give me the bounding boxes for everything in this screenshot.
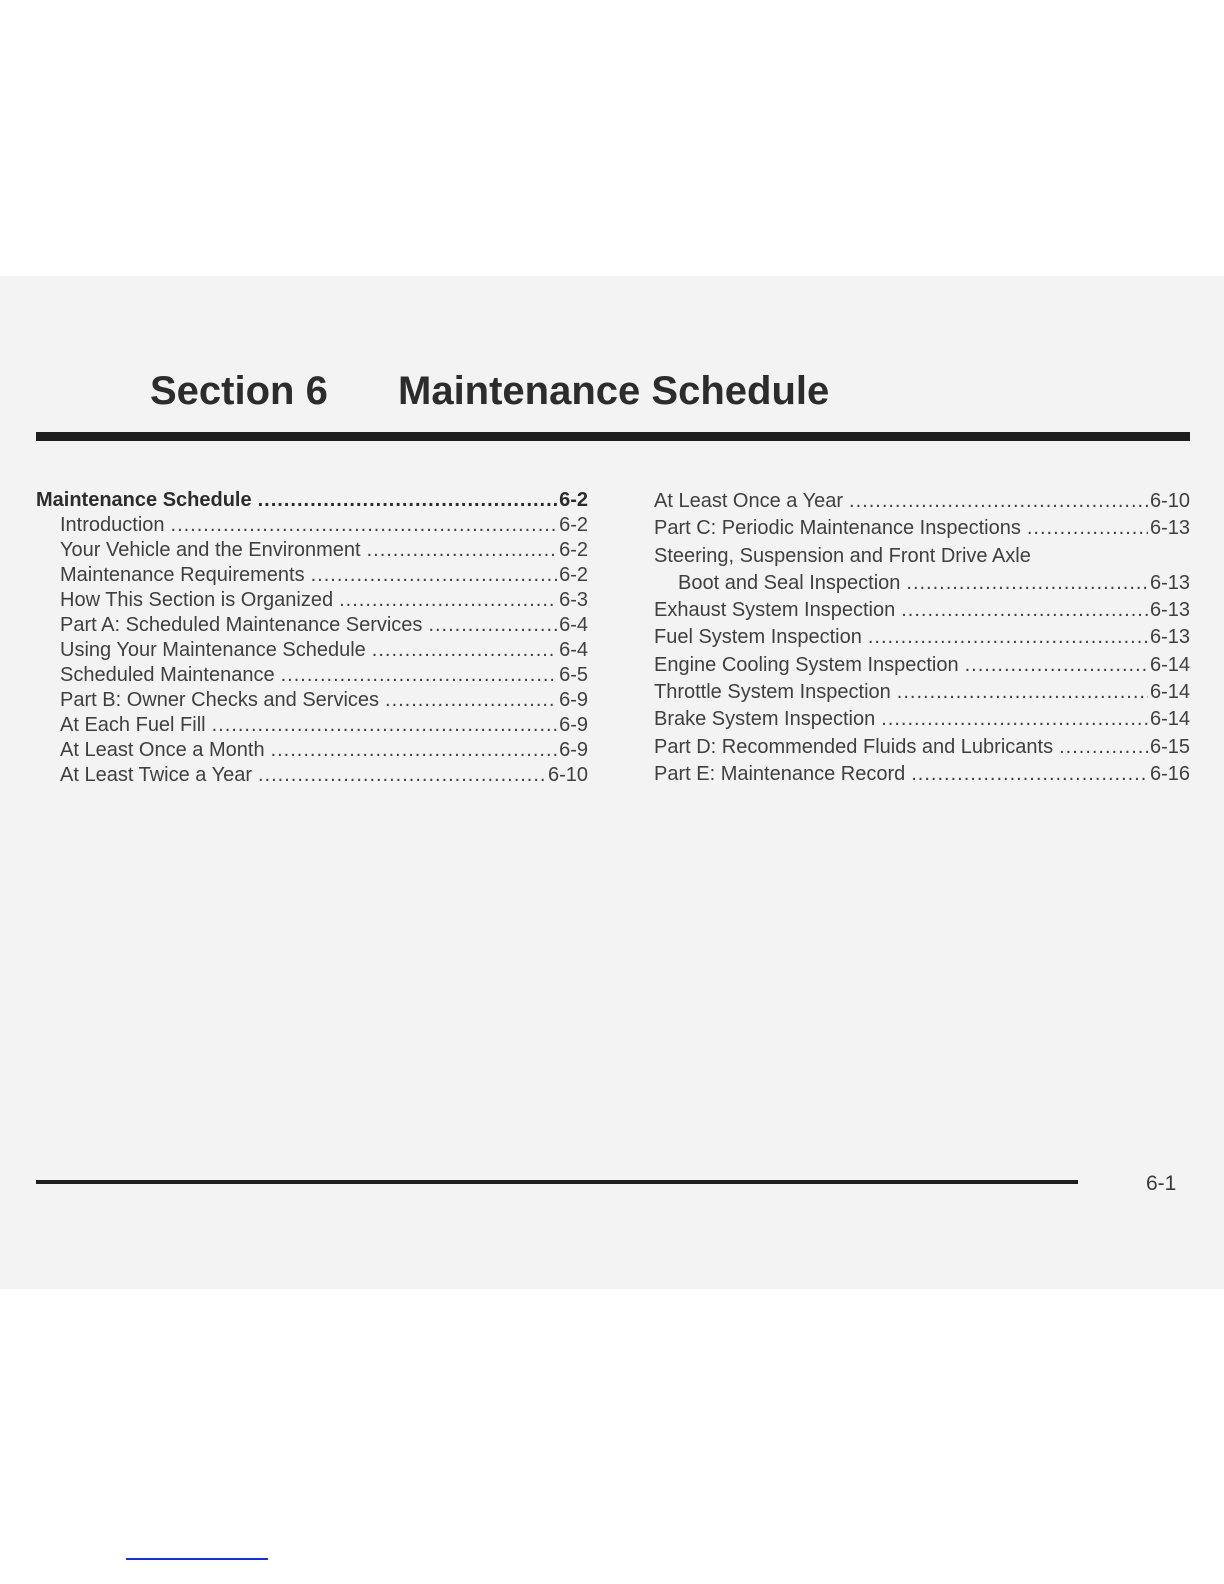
toc-entry-page: 6-16 bbox=[1149, 762, 1190, 785]
toc-entry[interactable] bbox=[654, 761, 1190, 788]
toc-column-left bbox=[36, 488, 588, 788]
section-title: Maintenance Schedule bbox=[398, 369, 830, 413]
toc-entry-page: 6-4 bbox=[559, 639, 588, 661]
toc-entry-label: Maintenance Schedule bbox=[36, 489, 252, 511]
toc-entry[interactable] bbox=[36, 688, 588, 713]
toc-entry-page: 6-10 bbox=[1149, 490, 1190, 512]
toc-leader-dots bbox=[311, 563, 558, 588]
toc-entry-label: Boot and Seal Inspection bbox=[678, 571, 901, 594]
toc-entry[interactable] bbox=[654, 543, 1190, 570]
toc-entry-page: 6-9 bbox=[559, 714, 588, 736]
toc-entry-label: At Least Once a Year bbox=[654, 490, 844, 512]
toc-entry-label: Part B: Owner Checks and Services bbox=[60, 689, 380, 711]
toc-entry-page: 6-15 bbox=[1149, 735, 1190, 758]
toc-entry-page: 6-14 bbox=[1149, 653, 1190, 676]
toc-entry[interactable] bbox=[36, 613, 588, 638]
toc-entry[interactable] bbox=[36, 638, 588, 663]
toc-entry-page: 6-13 bbox=[1149, 571, 1190, 594]
toc-leader-dots bbox=[906, 570, 1148, 597]
toc-leader-dots bbox=[171, 513, 558, 538]
toc-entry[interactable] bbox=[654, 570, 1190, 597]
toc-entry-page: 6-3 bbox=[559, 589, 588, 611]
toc-entry-page: 6-13 bbox=[1149, 599, 1190, 622]
toc-entry-label: Brake System Inspection bbox=[654, 708, 876, 731]
toc-entry[interactable] bbox=[654, 515, 1190, 542]
toc-leader-dots bbox=[849, 488, 1148, 515]
toc-entry-page: 6-10 bbox=[547, 764, 588, 786]
toc-entry-page: 6-5 bbox=[559, 664, 588, 686]
toc-leader-dots bbox=[965, 652, 1148, 679]
toc-entry[interactable] bbox=[36, 738, 588, 763]
toc-entry[interactable] bbox=[654, 624, 1190, 651]
toc-entry-page: 6-9 bbox=[559, 739, 588, 761]
toc-leader-dots bbox=[1027, 515, 1148, 542]
toc-entry[interactable] bbox=[36, 713, 588, 738]
toc-entry-label: Introduction bbox=[60, 514, 165, 536]
toc-leader-dots bbox=[428, 613, 557, 638]
link-underline[interactable] bbox=[126, 1558, 268, 1560]
toc-entry[interactable] bbox=[36, 513, 588, 538]
toc-entry-label: Part D: Recommended Fluids and Lubricants bbox=[654, 735, 1054, 758]
toc-entry[interactable] bbox=[654, 734, 1190, 761]
toc-entry-page: 6-13 bbox=[1149, 517, 1190, 540]
toc-entry[interactable] bbox=[654, 488, 1190, 515]
toc-leader-dots bbox=[258, 488, 557, 513]
toc-leader-dots bbox=[212, 713, 557, 738]
toc-entry[interactable] bbox=[36, 663, 588, 688]
toc-entry[interactable] bbox=[36, 588, 588, 613]
toc-leader-dots bbox=[1059, 734, 1148, 761]
toc-entry-label: Your Vehicle and the Environment bbox=[60, 539, 361, 561]
toc-leader-dots bbox=[367, 538, 558, 563]
toc-entry-label: At Each Fuel Fill bbox=[60, 714, 206, 736]
toc-leader-dots bbox=[911, 761, 1148, 788]
toc-entry-page: 6-9 bbox=[559, 689, 588, 711]
toc-entry[interactable] bbox=[654, 706, 1190, 733]
toc-entry-page: 6-2 bbox=[559, 514, 588, 536]
toc-entry-label: Throttle System Inspection bbox=[654, 681, 891, 704]
toc-entry[interactable] bbox=[36, 538, 588, 563]
toc-entry-label: Engine Cooling System Inspection bbox=[654, 653, 959, 676]
toc-leader-dots bbox=[901, 597, 1148, 624]
toc-entry-label: At Least Twice a Year bbox=[60, 764, 252, 786]
document-page bbox=[0, 276, 1224, 1289]
toc-entry-label: Part E: Maintenance Record bbox=[654, 762, 906, 785]
toc-entry[interactable] bbox=[654, 597, 1190, 624]
toc-leader-dots bbox=[281, 663, 557, 688]
toc-entry-label: Exhaust System Inspection bbox=[654, 599, 896, 622]
toc-entry[interactable] bbox=[36, 488, 588, 513]
toc-entry-label: Part A: Scheduled Maintenance Services bbox=[60, 614, 423, 636]
toc-entry-page: 6-2 bbox=[559, 564, 588, 586]
toc-leader-dots bbox=[868, 624, 1148, 651]
toc-leader-dots bbox=[881, 706, 1148, 733]
toc-entry-label: How This Section is Organized bbox=[60, 589, 334, 611]
toc-entry-label: Scheduled Maintenance bbox=[60, 664, 275, 686]
toc-entry-label: Steering, Suspension and Front Drive Axle bbox=[654, 544, 1031, 567]
toc-leader-dots bbox=[258, 763, 546, 788]
toc-leader-dots bbox=[271, 738, 558, 763]
toc-entry-label: At Least Once a Month bbox=[60, 739, 265, 761]
toc-entry[interactable] bbox=[36, 763, 588, 788]
toc-entry-page: 6-2 bbox=[559, 539, 588, 561]
toc-leader-dots bbox=[372, 638, 557, 663]
toc-entry[interactable] bbox=[36, 563, 588, 588]
toc-entry-label: Using Your Maintenance Schedule bbox=[60, 639, 366, 661]
page-number: 6-1 bbox=[1146, 1172, 1177, 1195]
toc-entry[interactable] bbox=[654, 652, 1190, 679]
toc-leader-dots bbox=[385, 688, 557, 713]
toc-leader-dots bbox=[897, 679, 1148, 706]
toc-entry[interactable] bbox=[654, 679, 1190, 706]
toc-leader-dots bbox=[339, 588, 557, 613]
toc-entry-page: 6-14 bbox=[1149, 681, 1190, 704]
toc-entry-page: 6-14 bbox=[1149, 708, 1190, 731]
section-label: Section 6 bbox=[150, 369, 328, 413]
toc-entry-label: Fuel System Inspection bbox=[654, 626, 862, 649]
toc-entry-page: 6-4 bbox=[559, 614, 588, 636]
toc-entry-page: 6-2 bbox=[559, 489, 588, 511]
toc-entry-label: Maintenance Requirements bbox=[60, 564, 305, 586]
footer-rule bbox=[36, 1180, 1078, 1184]
toc-entry-label: Part C: Periodic Maintenance Inspections bbox=[654, 517, 1021, 540]
header-rule bbox=[36, 432, 1190, 441]
section-header bbox=[0, 368, 1224, 418]
toc-column-right bbox=[654, 488, 1190, 788]
toc-entry-page: 6-13 bbox=[1149, 626, 1190, 649]
